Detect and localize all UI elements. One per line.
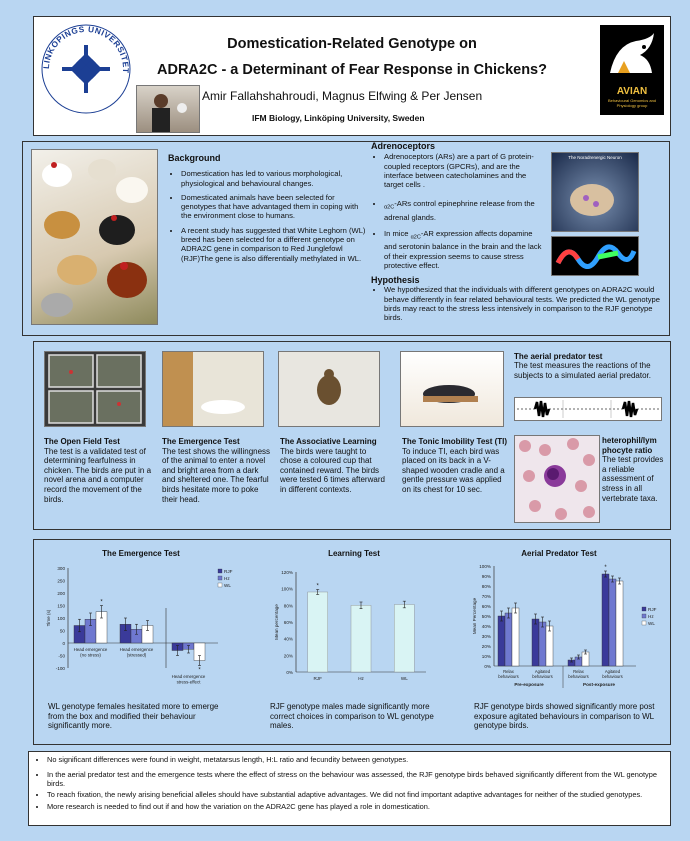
y-tick-label: 0% [484, 664, 491, 669]
legend-label: RJF [224, 569, 233, 574]
adrenoceptors-list [371, 152, 543, 270]
y-tick-label: 60% [481, 604, 491, 609]
blood-cells-photo [514, 435, 600, 523]
bar [512, 608, 519, 666]
x-tick-label: (stressed) [126, 652, 147, 658]
y-tick-label: 20% [283, 653, 293, 659]
significance-marker: * [604, 565, 607, 571]
subscript-alpha2c: α2C [384, 205, 395, 211]
background-bullet: • A recent study has suggested that White Leghorn (WL) breed has been selected for a different genotype on ADRA2C gene in comparison to Red Junglefowl (RJF)The gene is also differentially methylated in WL. [181, 226, 368, 263]
significance-marker: * [316, 583, 319, 590]
x-tick-label: Relax [573, 669, 584, 674]
aerial-chart-title: Aerial Predator Test [521, 549, 597, 558]
emergence-chart-title: The Emergence Test [102, 549, 180, 558]
y-tick-label: 50% [481, 614, 491, 619]
emergence-result: WL genotype females hesitated more to emerge from the box and modified their behaviour significantly more. [48, 702, 219, 731]
x-tick-label: behaviours [532, 674, 553, 679]
y-tick-label: 80% [481, 584, 491, 589]
authors: Amir Fallahshahroudi, Magnus Elfwing & Per Jensen [202, 89, 483, 103]
y-tick-label: 300 [57, 566, 65, 571]
adrenoceptors-bullet: • $_{\alpha 2C}$-ARs control epinephrine release from the adrenal glands. [384, 199, 543, 222]
conclusion-item: • More research is needed to find out if and how the variation on the ADRA2C gene has played a role in domestication. [47, 803, 664, 812]
legend-swatch [218, 583, 222, 587]
aerial-test-title: The aerial predator test [514, 352, 603, 361]
open-field-title: The Open Field Test [44, 437, 120, 446]
avian-logo [600, 25, 664, 115]
legend-label: Hz [224, 576, 230, 581]
aerial-test-text: The test measures the reactions of the subjects to a simulated aerial predator. [514, 361, 651, 380]
emergence-chart [38, 560, 248, 694]
legend-label: Hz [648, 614, 654, 619]
y-tick-label: 0% [286, 670, 293, 675]
intro-panel [22, 141, 670, 336]
affiliation: IFM Biology, Linköping University, Sweden [252, 113, 425, 123]
tonic-photo [400, 351, 504, 427]
x-tick-label: behaviours [498, 674, 519, 679]
y-tick-label: -50 [58, 653, 65, 659]
y-tick-label: -100 [55, 666, 65, 671]
conclusions-list [33, 756, 664, 812]
ratio-title: heterophil/lym phocyte ratio [602, 436, 657, 455]
legend-label: RJF [648, 607, 657, 612]
aerial-waveform [514, 397, 662, 421]
y-tick-label: 200 [57, 591, 65, 596]
x-tick-label: behaviours [602, 674, 623, 679]
avian-title: AVIAN [616, 86, 648, 97]
hypothesis-list [371, 285, 661, 322]
y-tick-label: 30% [481, 634, 491, 639]
y-tick-label: 250 [57, 578, 65, 584]
background-bullet: • Domestication has led to various morphological, physiological and behavioural changes. [181, 169, 368, 188]
aerial-chart [456, 560, 664, 694]
tonic-block [402, 437, 510, 495]
x-tick-label: (no stress) [80, 652, 101, 658]
aerial-result: RJF genotype birds showed significantly more post exposure agitated behaviours in comparison to WL genotype birds. [474, 702, 655, 731]
significance-marker: * [100, 599, 103, 606]
learning-result: RJF genotype males made significantly more correct choices in comparison to WL genotype males. [270, 702, 434, 731]
x-tick-label: behaviours [568, 674, 589, 679]
y-tick-label: 100% [479, 564, 491, 569]
legend-label: WL [224, 583, 231, 588]
title-line-1: Domestication-Related Genotype on [227, 36, 477, 52]
bar [505, 613, 512, 666]
university-logo [40, 23, 132, 115]
adrenoceptors-bullet: • In mice $_{\alpha 2C}$-AR expression affects dopamine and serotonin balance in the brain and the lack of their expression seems to cause stress protective effect. [384, 229, 543, 271]
y-tick-label: 100 [57, 616, 65, 621]
x-tick-label: Agitated [534, 669, 551, 674]
neuron-image-label: The Noradrenergic Neuron [568, 155, 622, 160]
open-field-photo [44, 351, 146, 427]
bar [616, 581, 623, 666]
y-tick-label: 50 [59, 628, 65, 634]
group-label: Pre-exposure [514, 682, 544, 687]
y-tick-label: 0 [62, 641, 65, 646]
open-field-block [44, 437, 152, 504]
adrenoceptors-heading: Adrenoceptors [371, 141, 436, 151]
hypothesis-text: • We hypothesized that the individuals with different genotypes on ADRA2C would behave differently in fear related behavioural tests. We predicted the WL genotype birds may react to the stress less intensively in comparison to the RJF genotype birds. [384, 285, 661, 322]
poster-title [134, 31, 570, 83]
y-tick-label: 150 [57, 603, 65, 609]
hypothesis-heading: Hypothesis [371, 275, 420, 285]
legend-swatch [218, 569, 222, 573]
bar [539, 622, 546, 666]
bar [546, 626, 553, 666]
protein-image [551, 236, 639, 276]
conclusion-item: • No significant differences were found in weight, metatarsus length, H:L ratio and fecundity between genotypes. [47, 756, 664, 765]
conclusion-item: • To reach fixation, the newly arising beneficial alleles should have substantial adaptive advantages. We did not find important adaptive advantages for neither of the studied genotypes. [47, 791, 664, 800]
x-tick-label: Hz [358, 676, 364, 681]
conclusion-item: • In the aerial predator test and the emergence tests where the effect of stress on the behaviour was assessed, the RJF genotype birds behaved significantly different from the WL genotype birds. [47, 771, 664, 789]
emergence-text: The test shows the willingness of the animal to enter a novel and bright area from a dark and sheltered one. The fearful birds hesitate more to poke their head. [162, 446, 271, 504]
conclusions-panel [28, 751, 671, 826]
author-photo [136, 85, 200, 133]
associative-photo [278, 351, 380, 427]
legend-swatch [642, 614, 646, 618]
y-tick-label: 100% [281, 586, 293, 592]
bar [498, 616, 505, 666]
bar [609, 579, 616, 666]
legend-label: WL [648, 621, 655, 626]
open-field-text: The test is a validated test of determining fearfulness in chicken. The birds are put in a novel arena and a computer record the movement of the birds. [44, 446, 152, 504]
chickens-photo [31, 149, 158, 325]
background-bullet: • Domesticated animals have been selected for genotypes that have advantaged them in coping with the environment close to humans. [181, 193, 368, 221]
adrenoceptors-bullet: • Adrenoceptors (ARs) are a part of G protein-coupled receptors (GPCRs), and are the interface between catecholamines and the target cells . [384, 152, 543, 189]
associative-title: The Associative Learning [280, 437, 377, 446]
tonic-text: To induce TI, each bird was placed on its back in a V-shaped wooden cradle and a gentle pressure was applied on its chest for 10 sec. [402, 446, 505, 494]
results-panel [33, 539, 671, 745]
y-tick-label: 90% [481, 574, 491, 579]
y-axis-label: Mean Percentage [472, 597, 477, 635]
learning-chart [258, 560, 454, 694]
x-tick-label: Head emergence [171, 674, 206, 679]
x-tick-label: Head emergence [119, 647, 154, 652]
x-tick-label: Relax [503, 669, 514, 674]
x-tick-label: Agitated [604, 669, 621, 674]
y-axis-label: Time (s) [46, 609, 51, 627]
significance-marker: * [198, 667, 201, 674]
y-tick-label: 80% [283, 603, 293, 609]
ratio-text: The test provides a reliable assessment of stress in all vertebrate taxa. [602, 455, 664, 503]
legend-swatch [218, 576, 222, 580]
emergence-photo [162, 351, 264, 427]
neuron-image [551, 152, 639, 232]
x-tick-label: Head emergence [73, 647, 108, 652]
y-tick-label: 40% [283, 636, 293, 642]
methods-panel [33, 341, 671, 530]
y-tick-label: 60% [283, 620, 293, 625]
x-tick-label: stress-effect [176, 679, 201, 685]
legend-swatch [642, 621, 646, 625]
title-line-2: ADRA2C - a Determinant of Fear Response in Chickens? [157, 62, 547, 78]
logo-ring-text: LINKÖPINGS UNIVERSITET [41, 24, 131, 74]
ratio-block [602, 436, 664, 503]
learning-chart-title: Learning Test [328, 549, 380, 558]
header-panel [33, 16, 671, 136]
legend-swatch [642, 607, 646, 611]
bar [602, 574, 609, 666]
bar [394, 605, 414, 673]
y-tick-label: 40% [481, 624, 491, 629]
emergence-block [162, 437, 274, 504]
x-tick-label: RJF [313, 676, 322, 681]
avian-subtitle: Behavioural Genomics and Physiology group [607, 98, 657, 108]
emergence-title: The Emergence Test [162, 437, 240, 446]
background-heading: Background [168, 153, 221, 163]
associative-block [280, 437, 388, 495]
y-tick-label: 120% [281, 570, 293, 575]
bar [351, 605, 371, 672]
group-label: Post-exposure [583, 682, 615, 687]
y-tick-label: 10% [481, 654, 491, 659]
tonic-title: The Tonic Imobility Test (TI) [402, 437, 508, 446]
aerial-test-block [514, 352, 664, 380]
bar [308, 592, 328, 672]
bar [532, 619, 539, 666]
associative-text: The birds were taught to chose a coloured cup that contained reward. The birds were tested 6 times afterward in different contexts. [280, 446, 385, 494]
y-axis-label: Mean percentage [274, 604, 279, 640]
y-tick-label: 20% [481, 644, 491, 649]
y-tick-label: 70% [481, 594, 491, 599]
background-list [168, 169, 368, 263]
x-tick-label: WL [400, 676, 408, 681]
